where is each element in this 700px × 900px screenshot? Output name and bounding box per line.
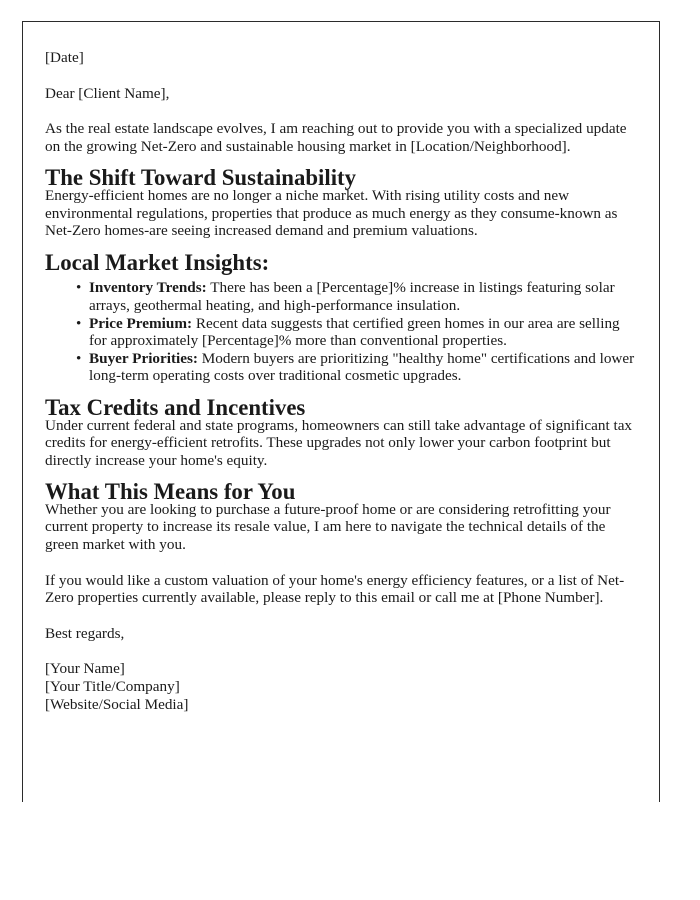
list-item-text: There has been a [Percentage]% increase in listings featuring solar arrays, geothermal heating, and high-performance insulation. [89, 279, 615, 314]
spacer [45, 554, 641, 572]
signature-title-company: [Your Title/Company] [45, 678, 180, 696]
spacer [45, 607, 641, 625]
list-item-lead: Price Premium: [89, 314, 193, 332]
signature-website-social: [Website/Social Media] [45, 695, 189, 713]
section-body-what-this-means: Whether you are looking to purchase a future-proof home or are considering retrofitting your current property to increase its resale value, I am here to navigate the technical details of the green market with you. [45, 500, 611, 554]
market-insights-list [45, 279, 641, 385]
signature-name: [Your Name] [45, 660, 125, 678]
spacer [45, 642, 641, 660]
list-item-lead: Buyer Priorities: [89, 349, 198, 367]
list-item-lead: Inventory Trends: [89, 279, 207, 297]
section-heading-local-market: Local Market Insights: [45, 249, 270, 275]
list-item-text: Recent data suggests that certified green homes in our area are selling for approximately [Percentage]% more than conventional properties. [89, 314, 620, 350]
list-item-text: Modern buyers are prioritizing "healthy home" certifications and lower long-term operating costs over traditional cosmetic upgrades. [89, 349, 635, 385]
salutation: Dear [Client Name], [45, 84, 170, 102]
closing-paragraph: If you would like a custom valuation of your home's energy efficiency features, or a list of Net-Zero properties currently available, please reply to this email or call me at [Phone Number]. [45, 571, 625, 607]
list-item [76, 279, 641, 314]
list-item [76, 350, 641, 385]
section-heading-sustainability: The Shift Toward Sustainability [45, 165, 357, 191]
section-body-sustainability: Energy-efficient homes are no longer a niche market. With rising utility costs and new environmental regulations, properties that produce as much energy as they consume-known as Net-Zero homes-are seeing increased demand and premium valuations. [45, 186, 618, 240]
spacer [45, 67, 641, 85]
list-item [76, 315, 641, 350]
letter-body [45, 49, 641, 713]
date-placeholder: [Date] [45, 49, 84, 66]
section-body-tax-credits: Under current federal and state programs, homeowners can still take advantage of significant tax credits for energy-efficient retrofits. These upgrades not only lower your carbon footprint but directly increase your home's equity. [45, 416, 633, 469]
section-heading-what-this-means: What This Means for You [45, 479, 296, 505]
spacer [45, 102, 641, 120]
intro-paragraph: As the real estate landscape evolves, I am reaching out to provide you with a specialized update on the growing Net-Zero and sustainable housing market in [Location/Neighborhood]. [45, 120, 627, 155]
letter-page [22, 21, 660, 802]
sign-off: Best regards, [45, 624, 125, 642]
section-heading-tax-credits: Tax Credits and Incentives [45, 394, 306, 420]
